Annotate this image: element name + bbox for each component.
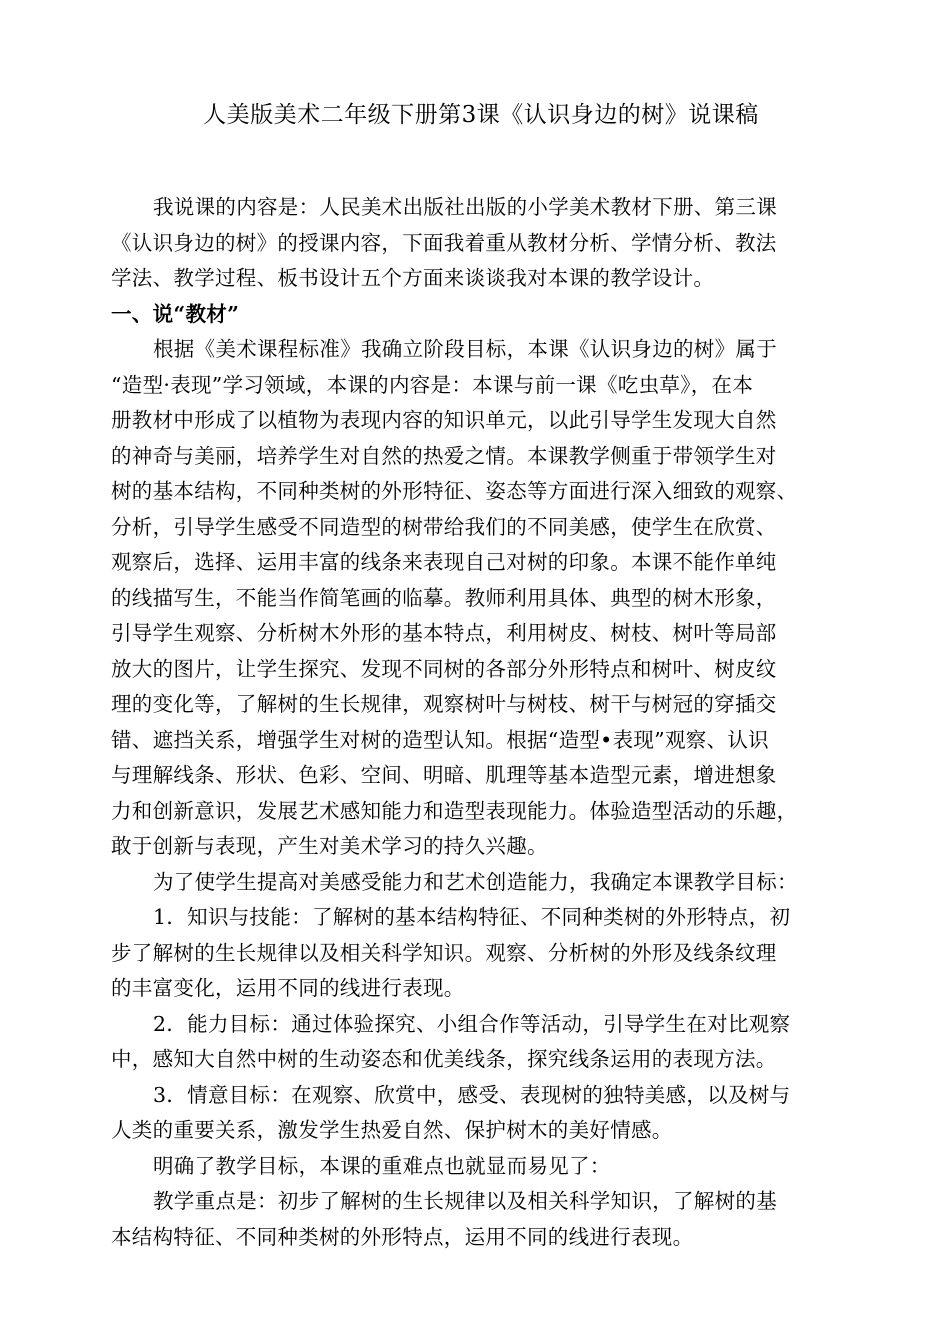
text-line: 明确了教学目标，本课的重难点也就显而易见了： xyxy=(153,1153,611,1178)
text-line: 2．能力目标：通过体验探究、小组合作等活动，引导学生在对比观察 xyxy=(153,1011,791,1036)
text-line: 我说课的内容是：人民美术出版社出版的小学美术教材下册、第三课 xyxy=(153,195,777,219)
text-line: 理的变化等，了解树的生长规律，观察树叶与树枝、树干与树冠的穿插交 xyxy=(111,692,777,716)
text-line: “造型·表现”学习领域，本课的内容是：本课与前一课《吃虫草》，在本 xyxy=(111,372,754,397)
text-line: 3．情意目标：在观察、欣赏中，感受、表现树的独特美感，以及树与 xyxy=(153,1082,791,1107)
text-line: 根据《美术课程标准》我确立阶段目标，本课《认识身边的树》属于 xyxy=(153,337,777,361)
text-line: 《认识身边的树》的授课内容，下面我着重从教材分析、学情分析、教法 xyxy=(111,230,777,255)
text-line: 与理解线条、形状、色彩、空间、明暗、肌理等基本造型元素，增进想象 xyxy=(111,763,777,787)
text-line: 教学重点是：初步了解树的生长规律以及相关科学知识，了解树的基 xyxy=(153,1189,777,1213)
text-line: 的神奇与美丽，培养学生对自然的热爱之情。本课教学侧重于带领学生对 xyxy=(111,443,777,468)
text-line: 观察后，选择、运用丰富的线条来表现自己对树的印象。本课不能作单纯 xyxy=(111,550,777,574)
text-line: 力和创新意识，发展艺术感知能力和造型表现能力。体验造型活动的乐趣， xyxy=(111,798,798,823)
text-line: 敢于创新与表现，产生对美术学习的持久兴趣。 xyxy=(111,834,548,858)
text-line: 学法、教学过程、板书设计五个方面来谈谈我对本课的教学设计。 xyxy=(111,266,715,290)
text-line: 人类的重要关系，激发学生热爱自然、保护树木的美好情感。 xyxy=(111,1118,673,1142)
text-line: 1．知识与技能：了解树的基本结构特征、不同种类树的外形特点，初 xyxy=(153,905,791,929)
text-line: 的丰富变化，运用不同的线进行表现。 xyxy=(111,976,465,1000)
section-heading: 一、说“教材” xyxy=(111,301,240,326)
text-line: 错、遮挡关系，增强学生对树的造型认知。根据“造型•表现”观察、认识 xyxy=(111,727,769,752)
text-line: 册教材中形成了以植物为表现内容的知识单元，以此引导学生发现大自然 xyxy=(111,408,777,432)
text-line: 的线描写生，不能当作简笔画的临摹。教师利用具体、典型的树木形象， xyxy=(111,585,777,610)
text-line: 步了解树的生长规律以及相关科学知识。观察、分析树的外形及线条纹理 xyxy=(111,940,777,965)
text-line: 为了使学生提高对美感受能力和艺术创造能力，我确定本课教学目标： xyxy=(153,869,798,894)
document-body xyxy=(111,190,851,1255)
text-line: 放大的图片，让学生探究、发现不同树的各部分外形特点和树叶、树皮纹 xyxy=(111,656,777,681)
text-line: 分析，引导学生感受不同造型的树带给我们的不同美感，使学生在欣赏、 xyxy=(111,514,777,539)
text-line: 本结构特征、不同种类树的外形特点，运用不同的线进行表现。 xyxy=(111,1224,694,1249)
document-title: 人美版美术二年级下册第3课《认识身边的树》说课稿 xyxy=(203,102,759,128)
text-line: 树的基本结构，不同种类树的外形特征、姿态等方面进行深入细致的观察、 xyxy=(111,479,798,503)
text-line: 引导学生观察、分析树木外形的基本特点，利用树皮、树枝、树叶等局部 xyxy=(111,621,777,645)
text-line: 中，感知大自然中树的生动姿态和优美线条，探究线条运用的表现方法。 xyxy=(111,1047,777,1071)
